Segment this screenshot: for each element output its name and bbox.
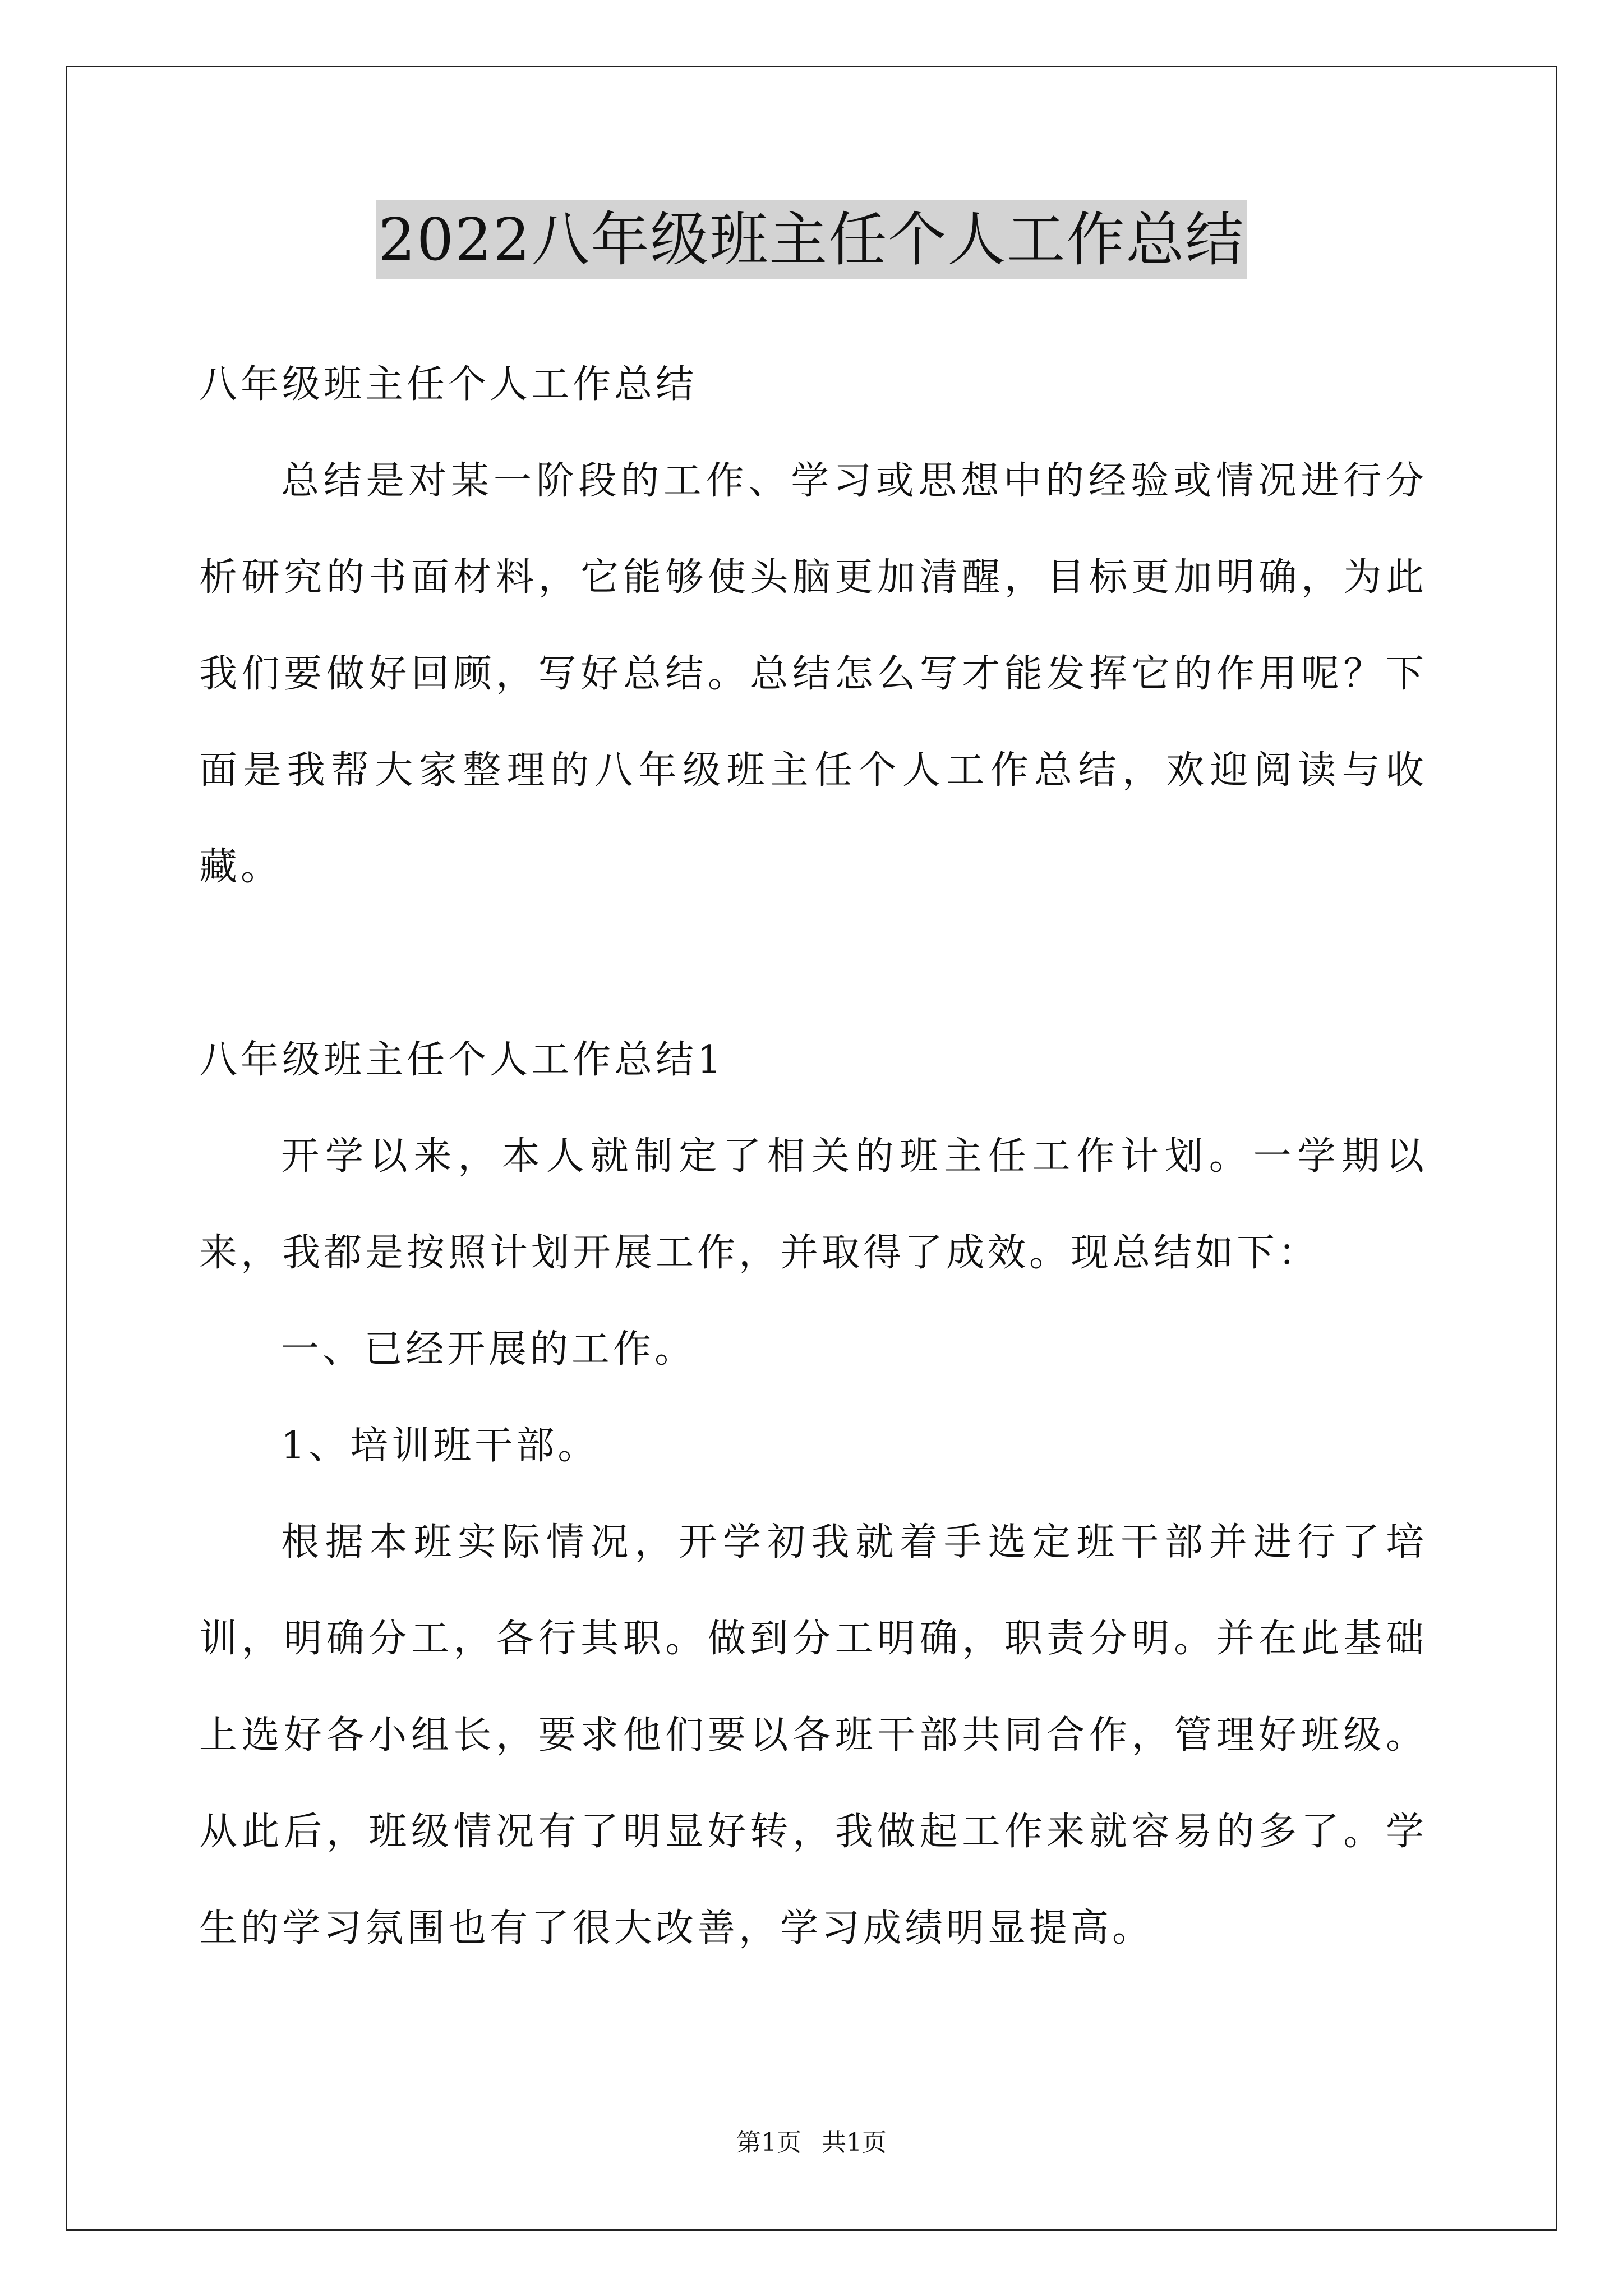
subheading-level-1: 一、已经开展的工作。 bbox=[281, 1327, 697, 1372]
subheading-level-2: 1、培训班干部。 bbox=[281, 1424, 600, 1468]
document-body bbox=[199, 337, 1427, 1977]
document-title: 2022八年级班主任个人工作总结 bbox=[376, 200, 1247, 279]
page-total: 共1页 bbox=[822, 2128, 887, 2157]
section-paragraph: 根据本班实际情况，开学初我就着手选定班干部并进行了培训，明确分工，各行其职。做到分工明确，职责分明。并在此基础上选好各小组长，要求他们要以各班干部共同合作，管理好班级。从此后，班级情况有了明显好转，我做起工作来就容易的多了。学生的学习氛围也有了很大改善，学习成绩明显提高。 bbox=[199, 1520, 1427, 1950]
intro-paragraph: 总结是对某一阶段的工作、学习或思想中的经验或情况进行分析研究的书面材料，它能够使头脑更加清醒，目标更加明确，为此我们要做好回顾，写好总结。总结怎么写才能发挥它的作用呢？下面是我帮大家整理的八年级班主任个人工作总结，欢迎阅读与收藏。 bbox=[199, 459, 1427, 889]
page-number: 第1页 bbox=[736, 2128, 801, 2157]
blank-line bbox=[199, 915, 1427, 1012]
document-subtitle: 八年级班主任个人工作总结 bbox=[199, 362, 698, 407]
page-footer bbox=[0, 2126, 1623, 2160]
section-paragraph: 开学以来，本人就制定了相关的班主任工作计划。一学期以来，我都是按照计划开展工作，并取得了成效。现总结如下： bbox=[199, 1134, 1427, 1275]
title-container bbox=[0, 200, 1623, 279]
section-heading: 八年级班主任个人工作总结1 bbox=[199, 1038, 725, 1082]
